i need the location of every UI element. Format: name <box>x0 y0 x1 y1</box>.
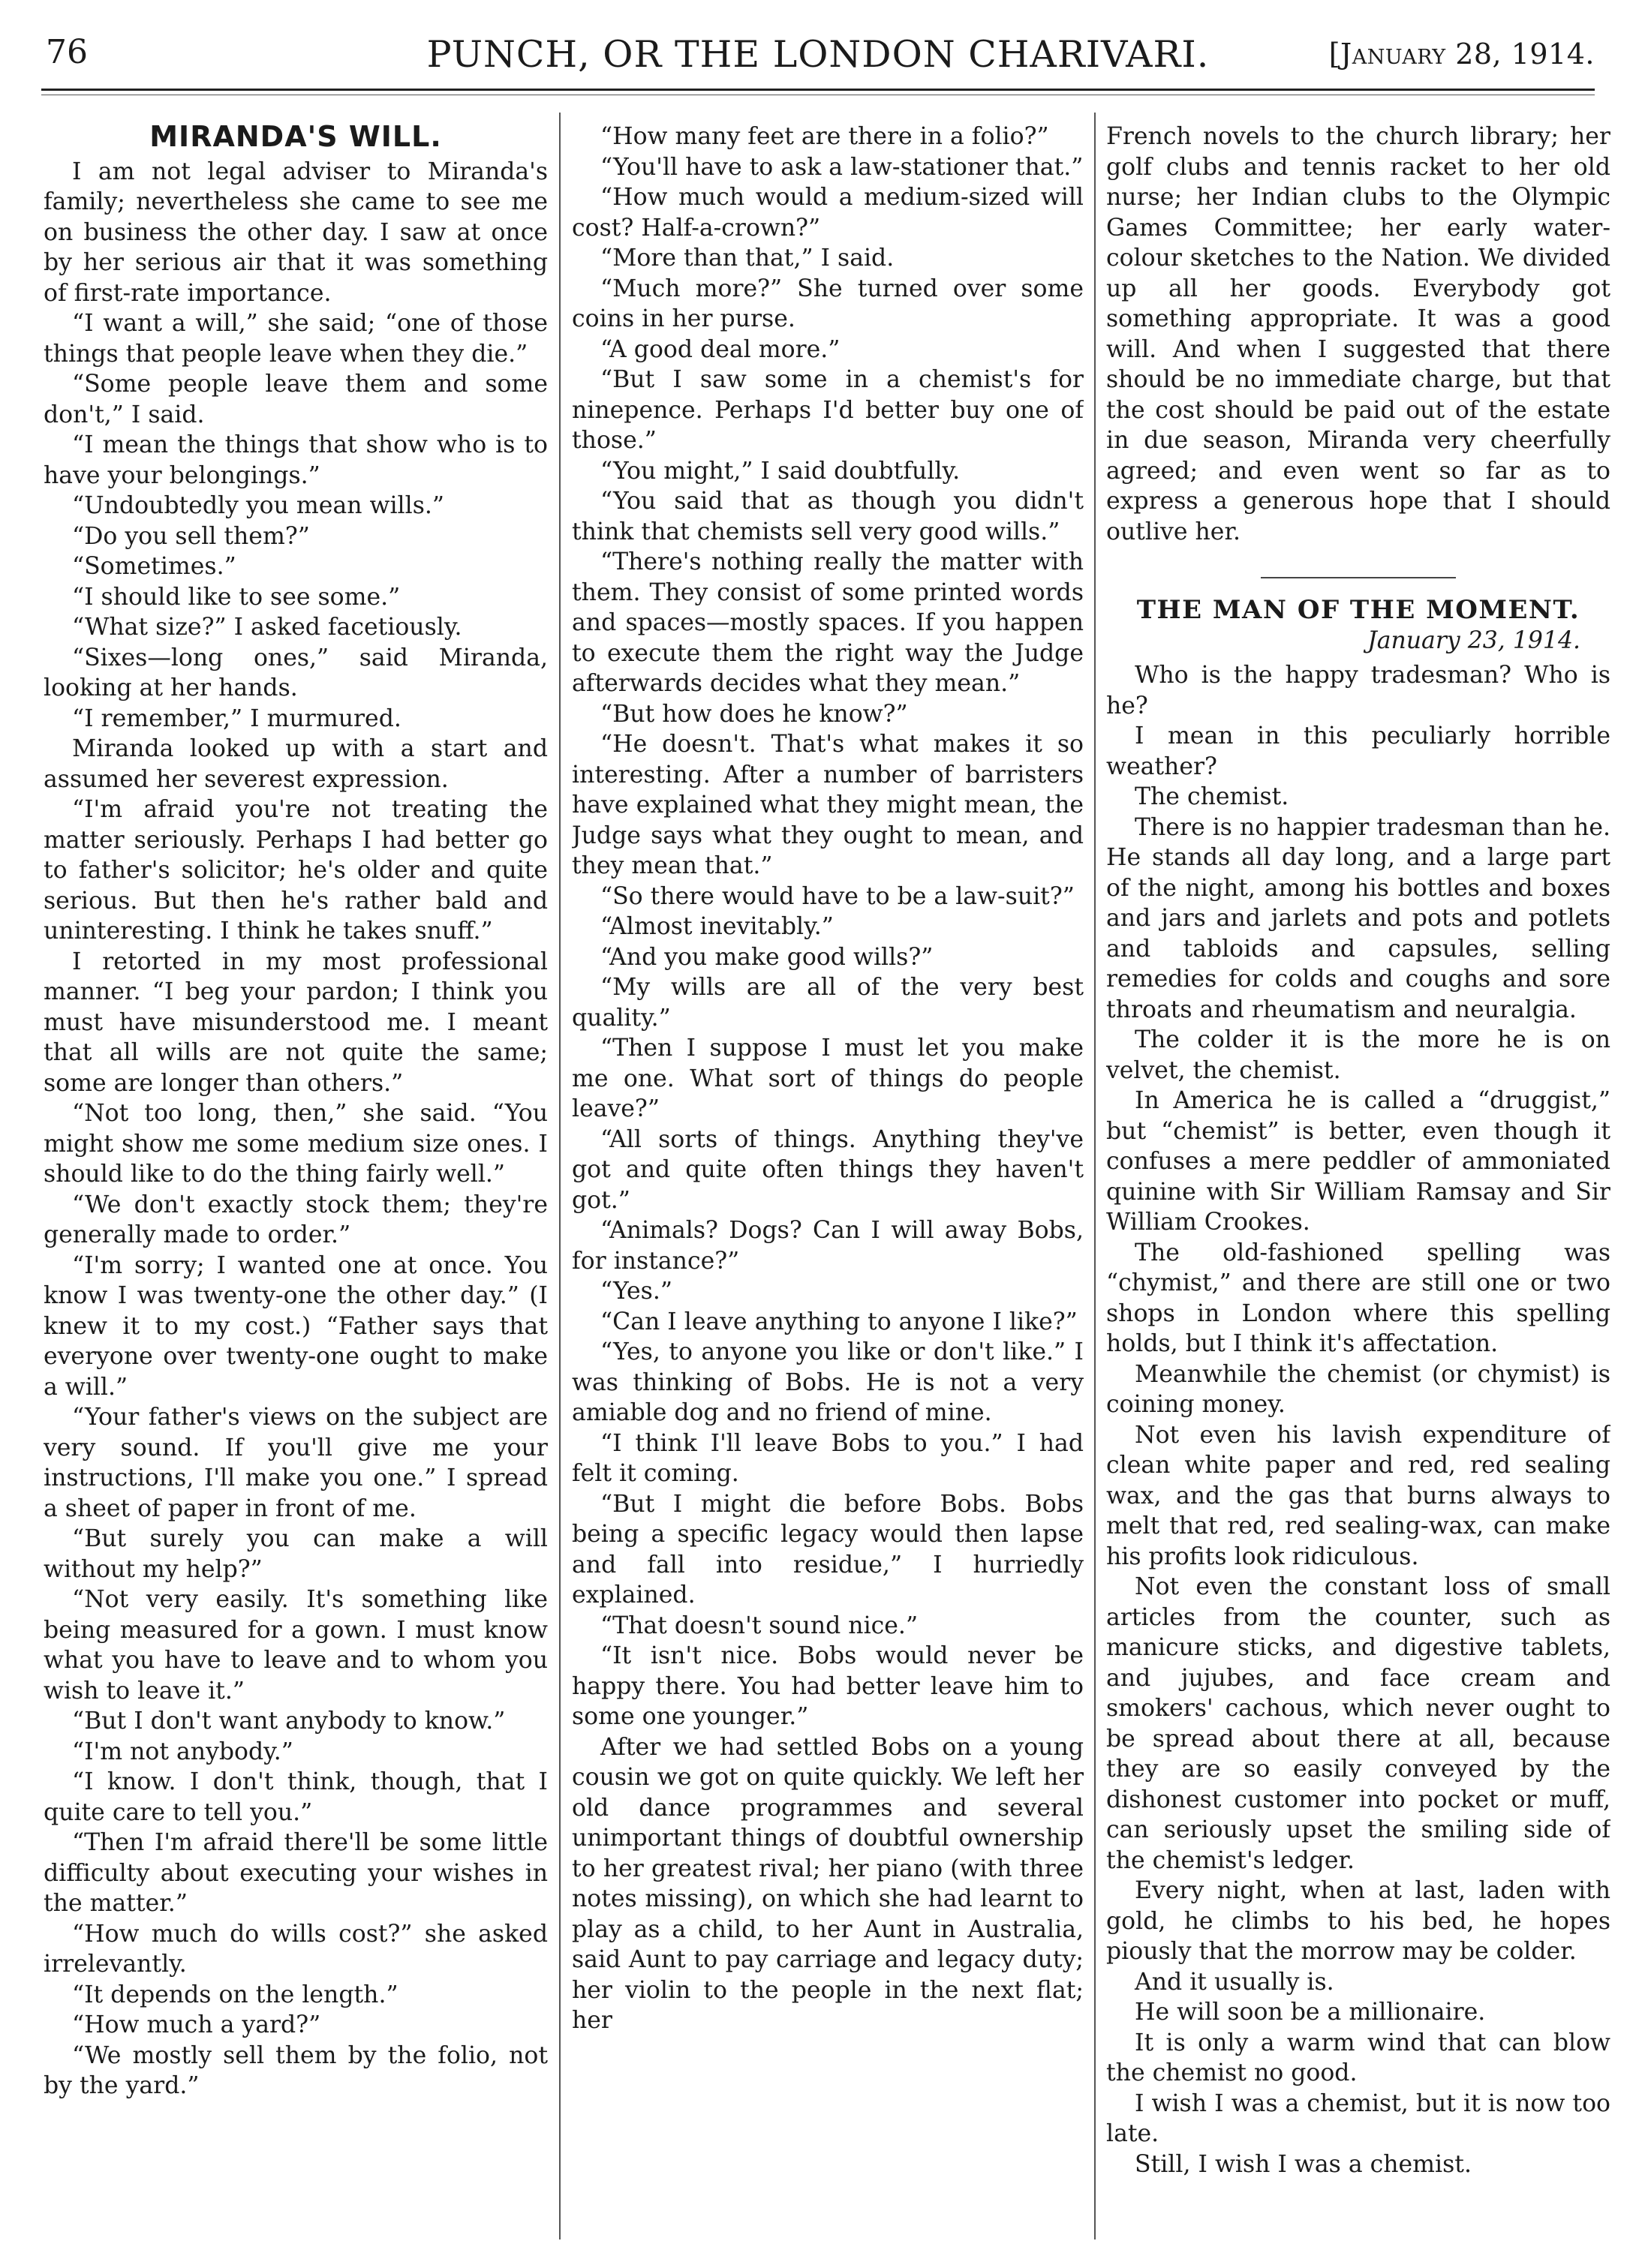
article-paragraph: “You'll have to ask a law-stationer that.” <box>600 153 1084 181</box>
article-paragraph: “All sorts of things. Anything they've got and quite often things they haven't got.” <box>572 1125 1084 1214</box>
article-paragraph: “He doesn't. That's what makes it so interesting. After a number of barristers have explained what they might mean, the Judge says what they ought to mean, and they mean that.” <box>572 731 1084 879</box>
article-paragraph: “I think I'll leave Bobs to you.” I had felt it coming. <box>572 1429 1084 1487</box>
article-paragraph: “It depends on the length.” <box>72 1981 398 2008</box>
article-paragraph: “Not too long, then,” she said. “You might show me some medium size ones. I should like to do the thing fairly well.” <box>44 1100 548 1188</box>
section-divider <box>1261 577 1456 578</box>
article-2-paragraph: Not even the constant loss of small articles from the counter, such as manicure sticks, and digestive tablets, and jujubes, and face cream and smokers' cachous, which never ought to be spread about there at all, because they are so easily conveyed by the dishonest customer into pocket or muff, can seriously upset the smiling side of the chemist's ledger. <box>1106 1573 1610 1874</box>
article-paragraph: “Undoubtedly you mean wills.” <box>72 492 444 519</box>
article-paragraph: “Sometimes.” <box>72 553 236 580</box>
article-paragraph: “That doesn't sound nice.” <box>600 1612 919 1639</box>
page-number: 76 <box>46 33 88 71</box>
article-2-paragraph: I mean in this peculiarly horrible weather? <box>1106 722 1610 780</box>
article-paragraph: “I know. I don't think, though, that I quite care to tell you.” <box>44 1768 548 1826</box>
article-paragraph: “We mostly sell them by the folio, not by the yard.” <box>44 2041 548 2099</box>
article-2-paragraph: And it usually is. <box>1135 1968 1334 1996</box>
page-header <box>41 30 1595 83</box>
article-2-paragraph: The old-fashioned spelling was “chymist,” and there are still one or two shops in London where this spelling holds, but I think it's affectation. <box>1106 1239 1610 1357</box>
header-rule <box>41 89 1595 91</box>
article-paragraph: “I'm afraid you're not treating the matter seriously. Perhaps I had better go to father's solicitor; he's older and quite serious. But then he's rather bald and uninteresting. I think he takes snuff.” <box>44 796 548 945</box>
column-divider <box>559 113 561 2239</box>
article-paragraph: “You said that as though you didn't think that chemists sell very good wills.” <box>572 488 1084 545</box>
article-paragraph: “I remember,” I murmured. <box>72 704 401 732</box>
article-paragraph: “Sixes—long ones,” said Miranda, looking at her hands. <box>44 644 548 701</box>
column-2 <box>572 122 1084 2237</box>
article-2-paragraph: Still, I wish I was a chemist. <box>1135 2150 1472 2178</box>
article-paragraph: “But surely you can make a will without my help?” <box>44 1525 548 1583</box>
article-paragraph: “But I saw some in a chemist's for ninepence. Perhaps I'd better buy one of those.” <box>572 366 1084 454</box>
article-paragraph: “Then I'm afraid there'll be some little difficulty about executing your wishes in the matter.” <box>44 1829 548 1917</box>
article-paragraph: “But how does he know?” <box>600 700 908 728</box>
article-paragraph: “Yes.” <box>600 1278 672 1305</box>
article-paragraph: “Almost inevitably.” <box>600 913 834 940</box>
article-paragraph: “More than that,” I said. <box>600 245 895 272</box>
article-paragraph: “And you make good wills?” <box>600 943 934 971</box>
article-paragraph: “Yes, to anyone you like or don't like.” I was thinking of Bobs. He is not a very amiable dog and no friend of mine. <box>572 1338 1084 1426</box>
article-paragraph: “I mean the things that show who is to have your belongings.” <box>44 431 548 489</box>
article-paragraph: “You might,” I said doubtfully. <box>600 457 961 485</box>
article-paragraph: “Your father's views on the subject are very sound. If you'll give me your instructions, I'll make you one.” I spread a sheet of paper in front of me. <box>44 1404 548 1522</box>
article-paragraph: “But I might die before Bobs. Bobs being a specific legacy would then lapse and fall into residue,” I hurriedly explained. <box>572 1490 1084 1609</box>
column-1 <box>44 122 548 2237</box>
article-2-paragraph: Who is the happy tradesman? Who is he? <box>1106 662 1610 719</box>
article-paragraph-continued: French novels to the church library; her golf clubs and tennis racket to her old nurse; her Indian clubs to the Olympic Games Committee; her early water-colour sketches to the Nation. We divided up all her goods. Everybody got something appropriate. It was a good will. And when I suggested that there should be no immediate charge, but that the cost should be paid out of the estate in due season, Miranda very cheerfully agreed; and even went so far as to express a generous hope that I should outlive her. <box>1106 123 1610 545</box>
article-paragraph: “Some people leave them and some don't,” I said. <box>44 371 548 428</box>
article-2-paragraph: Not even his lavish expenditure of clean white paper and red, red sealing wax, and the gas that burns always to melt that red, red sealing-wax, can make his profits look ridiculous. <box>1106 1421 1610 1570</box>
article-paragraph: “Not very easily. It's something like being measured for a gown. I must know what you have to leave and to whom you wish to leave it.” <box>44 1586 548 1705</box>
article-paragraph: “I should like to see some.” <box>72 583 401 611</box>
article-paragraph: “But I don't want anybody to know.” <box>72 1708 506 1735</box>
article-title: MIRANDA'S WILL. <box>149 122 442 153</box>
column-2-body <box>572 122 1084 2036</box>
article-paragraph: “So there would have to be a law-suit?” <box>600 882 1075 910</box>
column-3 <box>1106 122 1610 2237</box>
article-paragraph: “My wills are all of the very best quality.” <box>572 974 1084 1032</box>
article-paragraph: “Do you sell them?” <box>72 522 310 550</box>
column-1-body <box>44 157 548 2101</box>
article-2-paragraph: It is only a warm wind that can blow the chemist no good. <box>1106 2029 1610 2086</box>
article-2-paragraph: I wish I was a chemist, but it is now too late. <box>1106 2089 1610 2147</box>
article-paragraph: “A good deal more.” <box>600 335 841 363</box>
column-3-body <box>1106 660 1610 2179</box>
article-2-paragraph: There is no happier tradesman than he. He stands all day long, and a large part of the night, among his bottles and boxes and jars and jarlets and pots and potlets and tabloids and capsules, selling remedies for colds and coughs and sore throats and rheumatism and neuralgia. <box>1106 813 1610 1023</box>
article-paragraph: Miranda looked up with a start and assumed her severest expression. <box>44 735 548 793</box>
column-divider <box>1094 113 1096 2239</box>
article-paragraph: I am not legal adviser to Miranda's family; nevertheless she came to see me on business the other day. I saw at once by her serious air that it was something of first-rate importance. <box>44 158 548 307</box>
article-paragraph: “Then I suppose I must let you make me one. What sort of things do people leave?” <box>572 1035 1084 1122</box>
article-paragraph: “I'm not anybody.” <box>72 1738 293 1765</box>
article-2-paragraph: Meanwhile the chemist (or chymist) is coining money. <box>1106 1360 1610 1418</box>
publication-title: PUNCH, OR THE LONDON CHARIVARI. <box>426 33 1210 76</box>
article-paragraph: “Much more?” She turned over some coins in her purse. <box>572 275 1084 332</box>
article-2-paragraph: In America he is called a “druggist,” but “chemist” is better, even though it confuses a mere peddler of ammoniated quinine with Sir William Ramsay and Sir William Crookes. <box>1106 1087 1610 1236</box>
article-2-paragraph: Every night, when at last, laden with gold, he climbs to his bed, he hopes piously that the morrow may be colder. <box>1106 1877 1610 1965</box>
article-paragraph: I retorted in my most professional manner. “I beg your pardon; I think you must have misunderstood me. I meant that all wills are not quite the same; some are longer than others.” <box>44 948 548 1097</box>
article-2-paragraph: The colder it is the more he is on velvet, the chemist. <box>1106 1026 1610 1084</box>
article-paragraph: “It isn't nice. Bobs would never be happy there. You had better leave him to some one younger.” <box>572 1642 1084 1730</box>
article-paragraph: “I want a will,” she said; “one of those things that people leave when they die.” <box>44 310 548 368</box>
article-paragraph: After we had settled Bobs on a young cousin we got on quite quickly. We left her old dance programmes and several unimportant things of doubtful ownership to her greatest rival; her piano (with three notes missing), on which she had learnt to play as a child, to her Aunt in Australia, said Aunt to pay carriage and legacy duty; her violin to the people in the next flat; her <box>572 1733 1084 2034</box>
article-paragraph: “How many feet are there in a folio?” <box>600 123 1049 150</box>
article-paragraph: “Animals? Dogs? Can I will away Bobs, for instance?” <box>572 1217 1084 1275</box>
article-paragraph: “How much do wills cost?” she asked irrelevantly. <box>44 1920 548 1978</box>
article-2-paragraph: He will soon be a millionaire. <box>1135 1999 1486 2026</box>
article-2-dateline: January 23, 1914. <box>1367 626 1580 654</box>
issue-date: [January 28, 1914. <box>1328 38 1595 71</box>
article-2-title: THE MAN OF THE MOMENT. <box>1136 595 1580 625</box>
article-2-paragraph: The chemist. <box>1135 783 1289 810</box>
article-paragraph: “How much a yard?” <box>72 2011 321 2038</box>
article-paragraph: “What size?” I asked facetiously. <box>72 614 462 641</box>
article-paragraph: “We don't exactly stock them; they're generally made to order.” <box>44 1191 548 1248</box>
article-paragraph: “There's nothing really the matter with them. They consist of some printed words and spaces—mostly spaces. If you happen to execute them the right way the Judge afterwards decides what they mean.” <box>572 548 1084 697</box>
article-paragraph: “How much would a medium-sized will cost? Half-a-crown?” <box>572 184 1084 242</box>
article-paragraph: “I'm sorry; I wanted one at once. You know I was twenty-one the other day.” (I knew it to my cost.) “Father says that everyone over twenty-one ought to make a will.” <box>44 1251 548 1401</box>
article-paragraph: “Can I leave anything to anyone I like?” <box>600 1308 1078 1335</box>
